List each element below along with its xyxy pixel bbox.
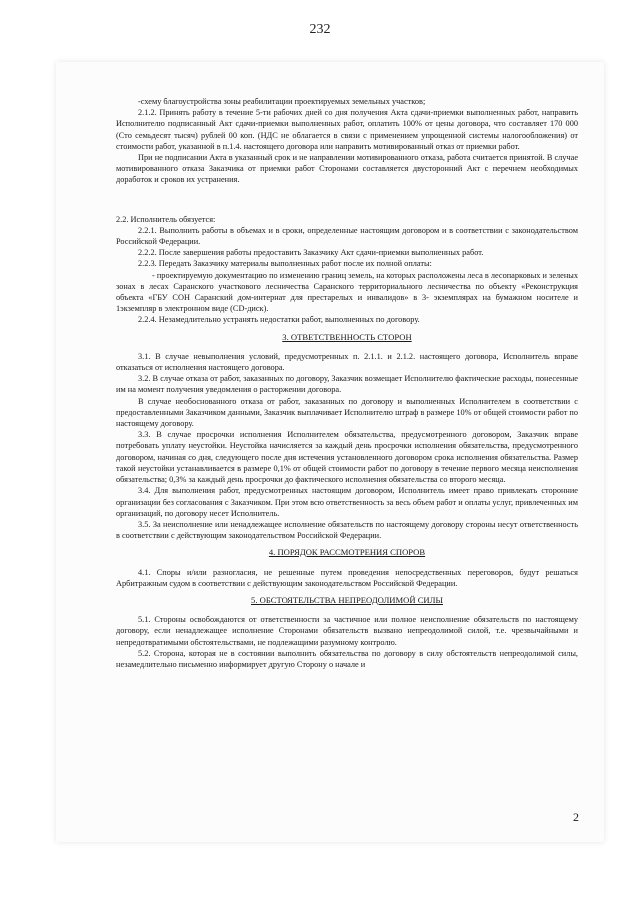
document-body — [116, 96, 578, 670]
paragraph: В случае необоснованного отказа от работ, заказанных по договору и выполненных Исполнителем в соответствии с предоставленными Заказчиком данными, Заказчик выплачивает Исполнителю штраф в размере 10% от общей стоимости работ по настоящему договору. — [116, 396, 578, 429]
paragraph: 3.5. За неисполнение или ненадлежащее исполнение обязательств по настоящему договору стороны несут ответственность в соответствии с действующим законодательством Российской Федерации. — [116, 519, 578, 541]
paragraph: 5.2. Сторона, которая не в состоянии выполнить обязательства по договору в силу обстоятельств непреодолимой силы, незамедлительно письменно информирует другую Сторону о начале и — [116, 648, 578, 669]
paragraph: 3.2. В случае отказа от работ, заказанных по договору, Заказчик возмещает Исполнителю фактические расходы, понесенные им на момент получения уведомления о расторжении договора. — [116, 374, 578, 395]
paragraph: 2.2.2. После завершения работы предоставить Заказчику Акт сдачи-приемки выполненных работ. — [138, 248, 484, 258]
paragraph: При не подписании Акта в указанный срок и не направлении мотивированного отказа, работа считается принятой. В случае мотивированного отказа Заказчика от приемки работ Сторонами составляется двусторонний Акт с перечнем необходимых доработок и сроков их устранения. — [116, 153, 578, 185]
paragraph: -схему благоустройства зоны реабилитации проектируемых земельных участков; — [138, 97, 426, 106]
paragraph: 2.1.2. Принять работу в течение 5-ти рабочих дней со дня получения Акта сдачи-приемки выполненных работ, направить Исполнителю подписанный Акт сдачи-приемки выполненных работ, оплатить 100% от цены договора, что составляет 170 000 (Сто семьдесят тысяч) рублей 00 коп. (НДС не облагается в связи с применением упрощенной системы налогообложения) от стоимости работ, указанной в п.1.4. настоящего договора или направить мотивированный отказ от приемки работ. — [116, 108, 578, 151]
paragraph: 2.2. Исполнитель обязуется: — [116, 214, 216, 224]
page-number-bottom: 2 — [573, 810, 579, 824]
paragraph: - проектируемую документацию по изменению границ земель, на которых расположены леса в лесопарковых и зеленых зонах в лесах Саранского участкового лесничества Саранского территориального лесничества по объекту «Реконструкция объекта «ГБУ СОН Саранский дом-интернат для престарелых и инвалидов» в 3- экземплярах на бумажном носителе и 1экземпляр в электронном виде (CD-диск). — [116, 270, 578, 314]
section-title: 5. ОБСТОЯТЕЛЬСТВА НЕПРЕОДОЛИМОЙ СИЛЫ — [251, 594, 443, 605]
paragraph: 3.1. В случае невыполнения условий, предусмотренных п. 2.1.1. и 2.1.2. настоящего договора, Исполнитель вправе отказаться от исполнения настоящего договора. — [116, 351, 578, 373]
paragraph: 5.1. Стороны освобождаются от ответственности за частичное или полное неисполнение обязательств по настоящему договору, если ненадлежащее исполнение Сторонами обязательств вызвано непреодолимой силой, т.е. чрезвычайными и непредотвратимыми обстоятельствами, не подлежащими разумному контролю. — [116, 615, 578, 647]
paragraph: 2.2.4. Незамедлительно устранять недостатки работ, выполненных по договору. — [138, 315, 420, 325]
paragraph: 2.2.1. Выполнить работы в объемах и в сроки, определенные настоящим договором и в соответствии с законодательством Российской Федерации. — [116, 225, 578, 247]
page-number-top: 232 — [309, 22, 331, 37]
section-title: 3. ОТВЕТСТВЕННОСТЬ СТОРОН — [282, 331, 412, 342]
paragraph: 4.1. Споры и/или разногласия, не решенные путем проведения непосредственных переговоров, будут решаться Арбитражным судом в соответствии с действующим законодательством Российской Федерации. — [116, 567, 578, 588]
paragraph: 2.2.3. Передать Заказчику материалы выполненных работ после их полной оплаты: — [138, 259, 432, 269]
paragraph: 3.4. Для выполнения работ, предусмотренных настоящим договором, Исполнитель имеет право привлекать сторонние организации без согласования с Заказчиком. При этом всю ответственность за весь объем работ и оплаты услуг, привлеченных им организаций, по договору несет Исполнитель. — [116, 486, 578, 518]
paragraph: 3.3. В случае просрочки исполнения Исполнителем обязательства, предусмотренного договором, Заказчик вправе потребовать уплату неустойки. Неустойка начисляется за каждый день просрочки исполнения обязательства, предусмотренного договором, начиная со дня, следующего после дня истечения установленного договором срока исполнения обязательства. Размер такой неустойки устанавливается в размере 0,1% от общей стоимости работ по договору в течение первого месяца неисполнения обязательства; 0,3% за каждый день просрочки до фактического исполнения обязательства со второго месяца. — [116, 430, 578, 485]
section-title: 4. ПОРЯДОК РАССМОТРЕНИЯ СПОРОВ — [268, 547, 426, 558]
